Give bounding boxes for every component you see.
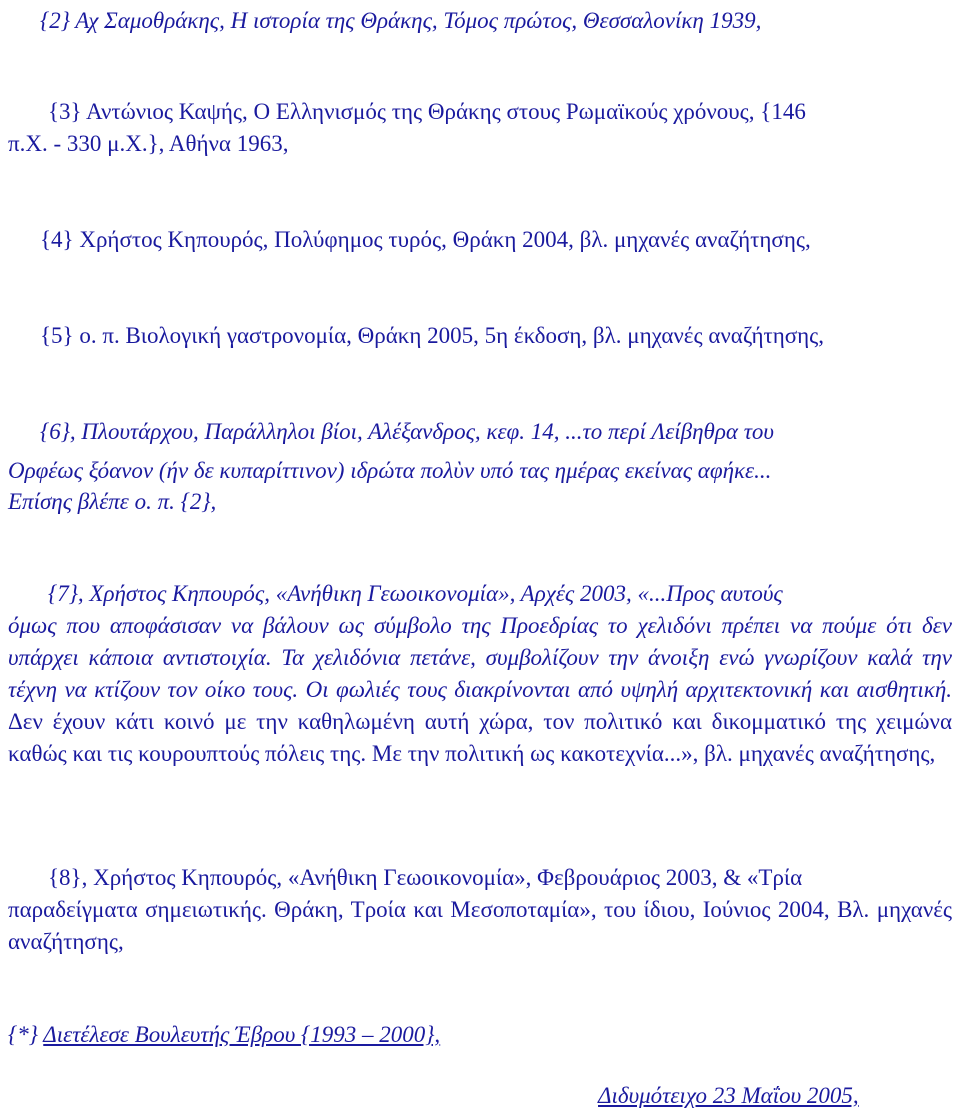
reference-6-line-2: Ορφέως ξόανον (ήν δε κυπαρίττινον) ιδρώτα πολὺν υπό τας ημέρας εκείνας αφήκε... bbox=[8, 458, 772, 483]
reference-8-line-1: {8}, Χρήστος Κηπουρός, «Ανήθικη Γεωοικονομία», Φεβρουάριος 2003, & «Τρία bbox=[48, 865, 803, 890]
signature: Διδυμότειχο 23 Μαΐου 2005, bbox=[598, 1083, 859, 1108]
reference-7-quote-italic: όμως που αποφάσισαν να βάλουν ως σύμβολο της Προεδρίας το χελιδόνι πρέπει να πούμε ότι δεν υπάρχει κάποια αντιστοιχία. Τα χελιδόνια πετάνε, συμβολίζουν την άνοιξη ενώ γνωρίζουν καλά την τέχνη να κτίζουν τον οίκο τους. Οι φωλιές τους διακρίνονται από υψηλή αρχιτεκτονική και αισθητική. bbox=[8, 613, 952, 702]
reference-5: {5} ο. π. Βιολογική γαστρονομία, Θράκη 2005, 5η έκδοση, βλ. μηχανές αναζήτησης, bbox=[40, 323, 825, 348]
reference-6-line-1: {6}, Πλουτάρχου, Παράλληλοι βίοι, Αλέξανδρος, κεφ. 14, ...το περί Λείβηθρα του bbox=[40, 419, 774, 444]
reference-3-line-2: π.Χ. - 330 μ.Χ.}, Αθήνα 1963, bbox=[8, 131, 289, 156]
author-note bbox=[8, 1021, 440, 1049]
author-note-prefix: {*} bbox=[8, 1022, 38, 1047]
reference-3-line-1: {3} Αντώνιος Καψής, Ο Ελληνισμός της Θράκης στους Ρωμαϊκούς χρόνους, {146 bbox=[48, 99, 806, 124]
reference-7-body bbox=[8, 610, 952, 770]
reference-4: {4} Χρήστος Κηπουρός, Πολύφημος τυρός, Θράκη 2004, βλ. μηχανές αναζήτησης, bbox=[40, 227, 811, 252]
author-note-text: Διετέλεσε Βουλευτής Έβρου {1993 – 2000}, bbox=[43, 1022, 441, 1047]
reference-6-line-3: Επίσης βλέπε ο. π. {2}, bbox=[8, 489, 217, 514]
reference-7-line-1: {7}, Χρήστος Κηπουρός, «Ανήθικη Γεωοικονομία», Αρχές 2003, «...Προς αυτούς bbox=[48, 581, 783, 606]
reference-8-body: παραδείγματα σημειωτικής. Θράκη, Τροία και Μεσοποταμία», του ίδιου, Ιούνιος 2004, Βλ. μηχανές αναζήτησης, bbox=[8, 897, 952, 954]
reference-2: {2} Αχ Σαμοθράκης, Η ιστορία της Θράκης, Τόμος πρώτος, Θεσσαλονίκη 1939, bbox=[40, 8, 762, 33]
reference-7-quote-upright: Δεν έχουν κάτι κοινό με την καθηλωμένη αυτή χώρα, τον πολιτικό και δικομματικό της χειμώνα καθώς και τις κουρουπτούς πόλεις της. Με την πολιτική ως κακοτεχνία...», βλ. μηχανές αναζήτησης, bbox=[8, 709, 952, 766]
